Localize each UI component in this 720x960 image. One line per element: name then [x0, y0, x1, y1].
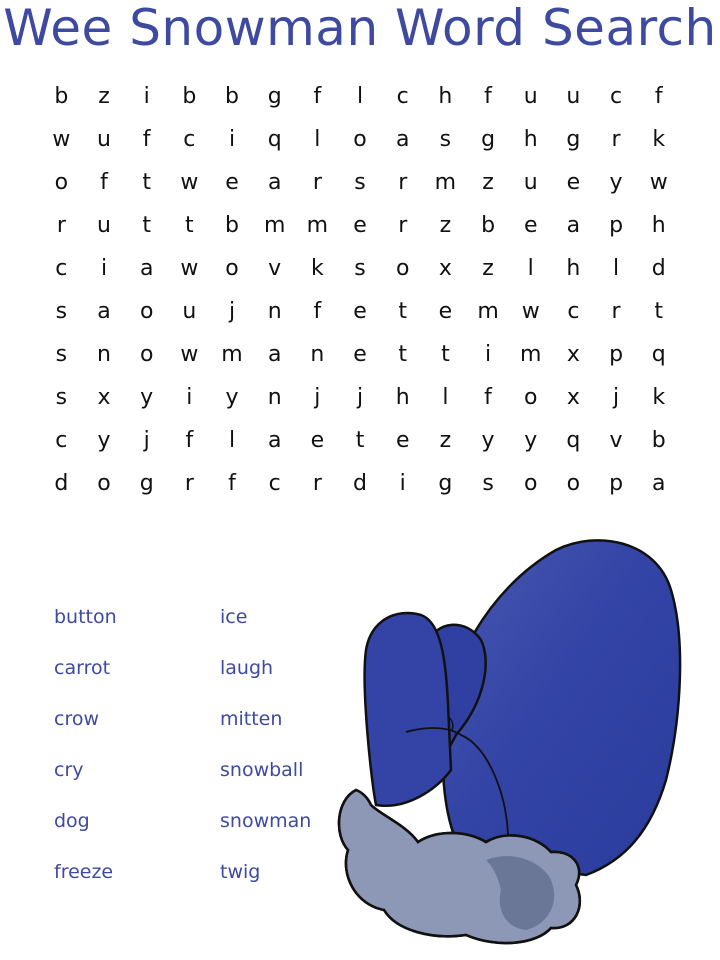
- grid-letter: a: [267, 342, 282, 367]
- grid-letter: x: [438, 256, 452, 281]
- grid-letter: f: [313, 84, 322, 109]
- grid-letter: n: [267, 385, 282, 410]
- grid-letter: p: [609, 342, 624, 367]
- grid-letter: f: [484, 385, 492, 410]
- grid-letter: i: [143, 84, 150, 109]
- grid-letter: z: [482, 256, 494, 281]
- word-list-item: freeze: [54, 861, 114, 883]
- word-list-item: snowman: [220, 810, 312, 832]
- grid-letter: e: [353, 213, 367, 238]
- grid-row: [40, 247, 680, 290]
- grid-row: [40, 118, 680, 161]
- grid-letter: u: [523, 170, 538, 195]
- grid-letter: w: [180, 342, 199, 367]
- word-search-grid: [40, 75, 680, 505]
- grid-letter: u: [97, 213, 111, 238]
- grid-letter: n: [267, 299, 282, 324]
- grid-letter: m: [221, 342, 243, 367]
- grid-letter: x: [566, 385, 580, 410]
- mitten-icon: [336, 530, 706, 950]
- grid-letter: r: [184, 471, 194, 496]
- grid-letter: k: [652, 127, 666, 152]
- grid-letter: c: [396, 84, 409, 109]
- grid-letter: f: [100, 170, 108, 195]
- grid-letter: w: [52, 127, 71, 152]
- grid-letter: h: [523, 127, 538, 152]
- grid-letter: e: [566, 170, 581, 195]
- grid-letter: v: [268, 256, 282, 281]
- grid-letter: o: [97, 471, 111, 496]
- grid-letter: m: [306, 213, 329, 238]
- grid-letter: e: [523, 213, 538, 238]
- grid-letter: b: [225, 84, 239, 109]
- word-list-item: laugh: [220, 657, 274, 679]
- grid-row: [40, 419, 680, 462]
- grid-letter: y: [524, 428, 538, 453]
- grid-letter: j: [356, 385, 364, 410]
- grid-letter: o: [523, 471, 538, 496]
- grid-letter: h: [651, 213, 666, 238]
- grid-row: [40, 204, 680, 247]
- grid-letter: s: [55, 385, 68, 410]
- grid-letter: x: [97, 385, 111, 410]
- grid-letter: a: [395, 127, 410, 152]
- grid-letter: l: [613, 256, 620, 281]
- grid-letter: e: [225, 170, 239, 195]
- grid-letter: g: [481, 127, 496, 152]
- grid-letter: s: [354, 170, 366, 195]
- grid-letter: t: [355, 428, 365, 453]
- grid-letter: r: [312, 170, 322, 195]
- grid-letter: x: [566, 342, 580, 367]
- word-list-item: ice: [220, 606, 248, 628]
- grid-letter: q: [267, 127, 282, 152]
- grid-row: [40, 462, 680, 505]
- grid-letter: s: [354, 256, 366, 281]
- grid-letter: m: [520, 342, 542, 367]
- grid-letter: y: [225, 385, 239, 410]
- grid-letter: c: [610, 84, 623, 109]
- grid-letter: t: [185, 213, 194, 238]
- grid-letter: c: [183, 127, 196, 152]
- grid-letter: e: [395, 428, 410, 453]
- grid-letter: j: [314, 385, 321, 410]
- grid-letter: y: [481, 428, 495, 453]
- grid-letter: y: [140, 385, 154, 410]
- grid-letter: l: [442, 385, 449, 410]
- grid-letter: r: [611, 127, 621, 152]
- grid-letter: t: [142, 170, 151, 195]
- grid-letter: r: [56, 213, 66, 238]
- grid-letter: u: [182, 299, 197, 324]
- word-list-item: cry: [54, 759, 84, 781]
- grid-letter: e: [353, 299, 367, 324]
- grid-letter: k: [310, 256, 324, 281]
- grid-row: [40, 290, 680, 333]
- grid-letter: s: [439, 127, 452, 152]
- grid-letter: f: [142, 127, 151, 152]
- grid-letter: t: [398, 299, 408, 324]
- grid-letter: w: [649, 170, 668, 195]
- page-title: Wee Snowman Word Search: [3, 0, 717, 57]
- grid-letter: i: [399, 471, 406, 496]
- grid-letter: g: [139, 471, 154, 496]
- grid-letter: e: [438, 299, 453, 324]
- grid-letter: y: [97, 428, 111, 453]
- grid-letter: h: [438, 84, 453, 109]
- grid-letter: r: [611, 299, 621, 324]
- grid-letter: s: [55, 299, 68, 324]
- grid-letter: h: [566, 256, 581, 281]
- grid-letter: i: [484, 342, 492, 367]
- grid-letter: a: [652, 471, 666, 496]
- grid-letter: s: [55, 342, 68, 367]
- grid-letter: c: [268, 471, 281, 496]
- grid-letter: n: [310, 342, 325, 367]
- word-list-item: carrot: [54, 657, 111, 679]
- grid-letter: z: [98, 84, 110, 109]
- grid-letter: q: [651, 342, 666, 367]
- grid-letter: o: [566, 471, 581, 496]
- word-list-item: dog: [54, 810, 90, 832]
- grid-letter: v: [609, 428, 623, 453]
- grid-letter: m: [263, 213, 286, 238]
- grid-letter: g: [267, 84, 282, 109]
- grid-letter: o: [225, 256, 239, 281]
- grid-letter: f: [185, 428, 194, 453]
- grid-letter: u: [566, 84, 581, 109]
- word-list-item: mitten: [220, 708, 283, 730]
- word-list-item: crow: [54, 708, 100, 730]
- grid-letter: t: [654, 299, 664, 324]
- grid-letter: j: [143, 428, 150, 453]
- grid-letter: i: [100, 256, 108, 281]
- grid-letter: k: [652, 385, 666, 410]
- grid-letter: f: [228, 471, 236, 496]
- grid-letter: p: [609, 213, 624, 238]
- grid-letter: u: [523, 84, 538, 109]
- grid-letter: i: [186, 385, 193, 410]
- grid-letter: b: [651, 428, 666, 453]
- grid-letter: z: [439, 428, 452, 453]
- grid-letter: r: [312, 471, 322, 496]
- grid-letter: a: [139, 256, 154, 281]
- word-list-item: twig: [220, 861, 261, 883]
- grid-letter: a: [97, 299, 111, 324]
- grid-letter: t: [398, 342, 408, 367]
- grid-letter: o: [523, 385, 538, 410]
- grid-letter: y: [609, 170, 623, 195]
- grid-letter: j: [613, 385, 620, 410]
- grid-letter: t: [441, 342, 450, 367]
- grid-letter: l: [228, 428, 236, 453]
- grid-row: [40, 75, 680, 118]
- grid-letter: m: [477, 299, 499, 324]
- grid-letter: w: [180, 256, 199, 281]
- grid-letter: l: [356, 84, 364, 109]
- grid-letter: w: [521, 299, 540, 324]
- grid-letter: d: [54, 471, 69, 496]
- grid-letter: f: [654, 84, 663, 109]
- grid-letter: o: [139, 342, 154, 367]
- grid-letter: d: [353, 471, 368, 496]
- grid-row: [40, 333, 680, 376]
- grid-row: [40, 376, 680, 419]
- grid-letter: u: [97, 127, 111, 152]
- grid-letter: i: [228, 127, 236, 152]
- grid-letter: g: [438, 471, 453, 496]
- grid-letter: c: [567, 299, 580, 324]
- grid-letter: o: [353, 127, 367, 152]
- grid-letter: l: [527, 256, 534, 281]
- grid-letter: e: [353, 342, 367, 367]
- grid-row: [40, 161, 680, 204]
- grid-letter: p: [609, 471, 624, 496]
- word-list-item: snowball: [220, 759, 304, 781]
- grid-letter: b: [54, 84, 69, 109]
- grid-letter: d: [651, 256, 666, 281]
- grid-letter: a: [267, 428, 282, 453]
- grid-letter: a: [566, 213, 581, 238]
- grid-letter: l: [314, 127, 321, 152]
- grid-letter: a: [267, 170, 282, 195]
- grid-letter: h: [395, 385, 410, 410]
- grid-letter: b: [182, 84, 197, 109]
- word-list-item: button: [54, 606, 117, 628]
- grid-letter: b: [225, 213, 239, 238]
- grid-letter: o: [139, 299, 154, 324]
- grid-letter: t: [142, 213, 151, 238]
- grid-letter: e: [310, 428, 325, 453]
- grid-letter: r: [398, 213, 408, 238]
- grid-letter: o: [54, 170, 69, 195]
- grid-letter: g: [566, 127, 581, 152]
- grid-letter: c: [55, 256, 68, 281]
- grid-letter: z: [439, 213, 452, 238]
- grid-letter: z: [482, 170, 494, 195]
- grid-letter: s: [482, 471, 494, 496]
- grid-letter: m: [434, 170, 457, 195]
- grid-letter: c: [55, 428, 68, 453]
- grid-letter: w: [180, 170, 199, 195]
- grid-letter: o: [395, 256, 410, 281]
- grid-letter: b: [481, 213, 496, 238]
- grid-letter: r: [398, 170, 408, 195]
- grid-letter: n: [97, 342, 111, 367]
- grid-letter: q: [566, 428, 581, 453]
- grid-letter: f: [313, 299, 322, 324]
- grid-letter: j: [228, 299, 236, 324]
- grid-letter: f: [484, 84, 492, 109]
